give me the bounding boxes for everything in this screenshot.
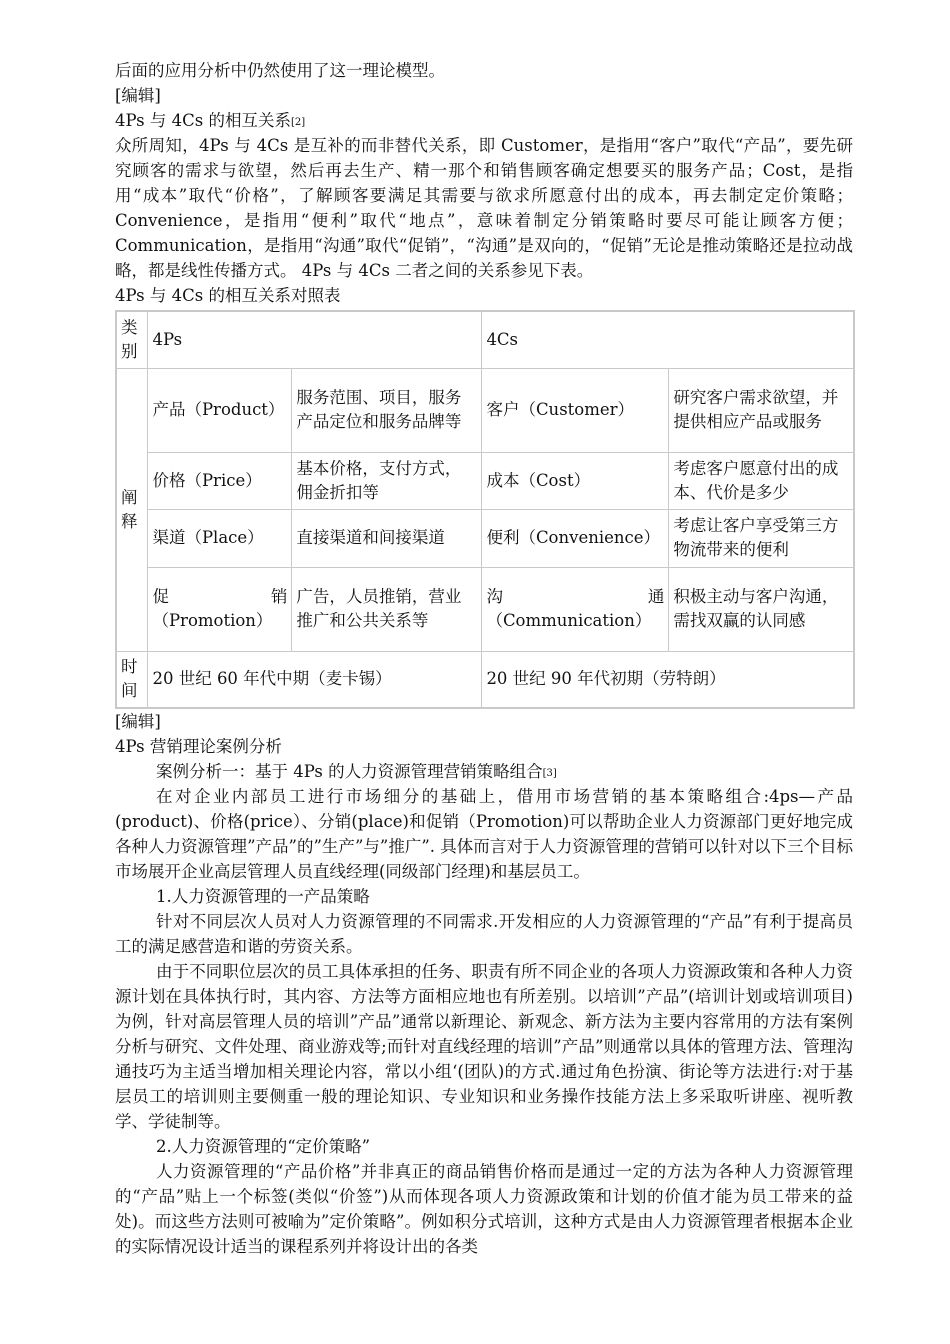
cell-4ps-name: 价格（Price） [148, 452, 292, 509]
section-heading-relationship [115, 108, 853, 133]
name-split [486, 585, 664, 609]
table-row [116, 567, 854, 651]
cell-4cs-name: 客户（Customer） [482, 368, 669, 452]
section-heading-case-analysis: 4Ps 营销理论案例分析 [115, 737, 282, 756]
table-row-time [116, 651, 854, 708]
cell-4ps-name: 产品（Product） [148, 368, 292, 452]
paragraph: 人力资源管理的“产品价格”并非真正的商品销售价格而是通过一定的方法为各种人力资源管理的“产品”贴上一个标签(类似“价签”)从而体现各项人力资源政策和计划的价值才能为员工带来的益处)。而这些方法则可被喻为”定价策略”。例如积分式培训，这种方式是由人力资源管理者根据本企业的实际情况设计适当的课程系列并将设计出的各类 [115, 1162, 853, 1256]
table-caption: 4Ps 与 4Cs 的相互关系对照表 [115, 286, 341, 305]
time-4ps: 20 世纪 60 年代中期（麦卡锡） [148, 651, 482, 708]
name-part: 促 [152, 587, 169, 606]
case-title-text: 案例分析一：基于 4Ps 的人力资源管理营销策略组合 [156, 762, 543, 781]
header-category: 类别 [116, 311, 148, 368]
time-label: 时间 [116, 651, 148, 708]
cell-4ps-name: 渠道（Place） [148, 509, 292, 567]
cell-4cs-desc: 考虑客户愿意付出的成本、代价是多少 [669, 452, 854, 509]
cell-4ps-desc: 基本价格，支付方式，佣金折扣等 [292, 452, 482, 509]
cell-4ps-desc: 服务范围、项目，服务产品定位和服务品牌等 [292, 368, 482, 452]
relationship-paragraph: 众所周知，4Ps 与 4Cs 是互补的而非替代关系，即 Customer，是指用“客户”取代“产品”，要先研究顾客的需求与欲望，然后再去生产、精一那个和销售顾客确定想要买的服务产品；Cost，是指用“成本”取代“价格”，了解顾客要满足其需要与欲求所愿意付出的成本，再去制定定价策略；Convenience，是指用“便利”取代“地点”，意味着制定分销策略时要尽可能让顾客方便；Communication，是指用“沟通”取代“促销”，“沟通”是双向的，“促销”无论是推动策略还是拉动战略，都是线性传播方式。 4Ps 与 4Cs 二者之间的关系参见下表。 [115, 136, 853, 280]
name-part: （Promotion） [152, 611, 273, 630]
name-part: 通 [647, 587, 665, 606]
cell-4ps-desc: 直接渠道和间接渠道 [292, 509, 482, 567]
header-4ps: 4Ps [148, 311, 482, 368]
reference-link[interactable]: [3] [542, 768, 557, 779]
cell-4cs-name [482, 567, 669, 651]
subheading: 2.人力资源管理的“定价策略” [156, 1137, 371, 1156]
paragraph: 在对企业内部员工进行市场细分的基础上，借用市场营销的基本策略组合:4ps—产品(product)、价格(price）、分销(place)和促销（Promotion)可以帮助企业人力资源部门更好地完成各种人力资源管理”产品”的”生产”与”推广”. 具体而言对于人力资源管理的营销可以针对以下三个目标市场展开企业高层管理人员直线经理(同级部门经理)和基层员工。 [115, 787, 853, 881]
cell-4ps-name [148, 567, 292, 651]
table-row [116, 509, 854, 567]
edit-link[interactable]: [编辑] [115, 86, 161, 105]
name-part: 沟 [486, 587, 503, 606]
name-part: （Communication） [486, 611, 652, 630]
section-title: 4Ps 与 4Cs 的相互关系 [115, 111, 291, 130]
intro-tail: 后面的应用分析中仍然使用了这一理论模型。 [115, 61, 445, 80]
cell-4cs-desc: 积极主动与客户沟通，需找双赢的认同感 [669, 567, 854, 651]
document-page [115, 58, 853, 1259]
table-header-row [116, 311, 854, 368]
header-4cs: 4Cs [482, 311, 854, 368]
explain-label: 阐释 [116, 368, 148, 651]
case-title [115, 759, 853, 784]
cell-4cs-name: 便利（Convenience） [482, 509, 669, 567]
cell-4cs-name: 成本（Cost） [482, 452, 669, 509]
name-split [152, 585, 287, 609]
paragraph: 针对不同层次人员对人力资源管理的不同需求.开发相应的人力资源管理的“产品”有利于提高员工的满足感营造和谐的劳资关系。 [115, 912, 853, 956]
edit-link[interactable]: [编辑] [115, 712, 161, 731]
name-part: 销 [270, 587, 288, 606]
table-row [116, 452, 854, 509]
paragraph: 由于不同职位层次的员工具体承担的任务、职责有所不同企业的各项人力资源政策和各种人力资源计划在具体执行时，其内容、方法等方面相应地也有所差别。以培训”产品”(培训计划或培训项目)为例，针对高层管理人员的培训”产品”通常以新理论、新观念、新方法为主要内容常用的方法有案例分析与研究、文件处理、商业游戏等;而针对直线经理的培训”产品”则通常以具体的管理方法、管理沟通技巧为主适当增加相关理论内容，常以小组‘(团队)的方式.通过角色扮演、街论等方法进行:对于基层员工的培训则主要侧重一般的理论知识、专业知识和业务操作技能方法上多采取听讲座、视听教学、学徒制等。 [115, 962, 853, 1131]
cell-4cs-desc: 考虑让客户享受第三方物流带来的便利 [669, 509, 854, 567]
table-row [116, 368, 854, 452]
comparison-table [115, 310, 855, 709]
cell-4cs-desc: 研究客户需求欲望，并提供相应产品或服务 [669, 368, 854, 452]
cell-4ps-desc: 广告，人员推销，营业推广和公共关系等 [292, 567, 482, 651]
subheading: 1.人力资源管理的一产品策略 [156, 887, 370, 906]
time-4cs: 20 世纪 90 年代初期（劳特朗） [482, 651, 854, 708]
reference-link[interactable]: [2] [290, 117, 306, 128]
